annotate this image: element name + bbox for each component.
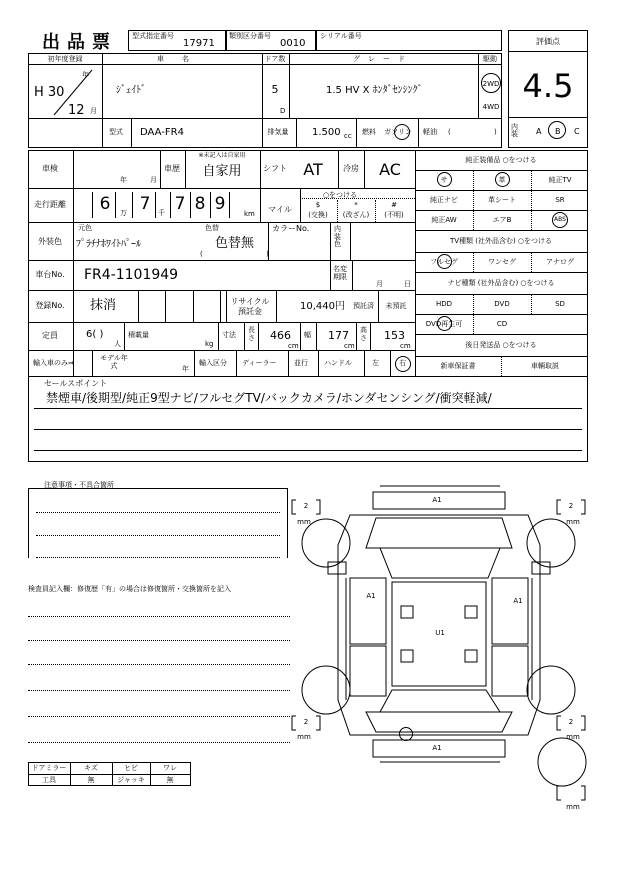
recycle-deposited: 預託済 bbox=[353, 302, 374, 310]
history-value: 自家用 bbox=[202, 164, 242, 179]
load-label: 積載量 bbox=[128, 331, 149, 339]
navi-cd: CD bbox=[496, 320, 508, 328]
recycle-not: 未預託 bbox=[385, 302, 407, 310]
length-value: 466 bbox=[270, 329, 291, 342]
parts-jack: ジャッキ bbox=[117, 776, 145, 784]
type-designation-label: 型式指定番号 bbox=[132, 32, 174, 40]
tv-title: TV種類 (社外品含む) ○をつける bbox=[449, 237, 553, 245]
private-note: ※未記入は自家用 bbox=[198, 152, 246, 159]
inspection-label: 車検 bbox=[42, 164, 58, 173]
fuel-gasoline: ガソリン bbox=[384, 128, 412, 136]
capacity-label: 定員 bbox=[42, 331, 58, 340]
first-reg-month: 12 bbox=[68, 103, 85, 118]
len-label: 長さ bbox=[248, 326, 255, 343]
tv-fullseg: フルセグ bbox=[430, 258, 458, 266]
later-warranty: 新車保証書 bbox=[440, 362, 476, 370]
tire-rr-mm: mm bbox=[566, 733, 580, 741]
color-paren: ( bbox=[200, 250, 203, 258]
recycle-label: リサイクル預託金 bbox=[230, 297, 270, 316]
parts-door-mirror: ドアミラー bbox=[31, 764, 67, 772]
mileage-digit-1: 6 bbox=[99, 194, 111, 214]
import-class-label: 輸入区分 bbox=[199, 359, 227, 367]
tire-fl-mm: mm bbox=[297, 518, 311, 526]
inspection-year-unit: 年 bbox=[120, 176, 127, 184]
fuel-label: 燃料 bbox=[362, 128, 376, 136]
inspector-label: 検査員記入欄：修復歴「有」の場合は修復箇所・交換箇所を記入 bbox=[28, 585, 231, 593]
first-reg-label: 初年度登録 bbox=[47, 55, 83, 63]
parts-tools-value: 無 bbox=[87, 776, 95, 784]
length-cm: cm bbox=[288, 342, 299, 350]
parts-scratch: キズ bbox=[84, 764, 98, 772]
displacement-unit: cc bbox=[344, 132, 352, 140]
sym-hash: # bbox=[391, 201, 397, 209]
mileage-digit-3: 7 bbox=[174, 194, 186, 214]
tire-rl-mm: mm bbox=[297, 733, 311, 741]
reg-no-label: 登録No. bbox=[35, 301, 65, 310]
color-change-label: 色替 bbox=[205, 224, 219, 232]
equip-sunroof: サ bbox=[440, 176, 448, 184]
chassis-label: 車台No. bbox=[35, 270, 65, 279]
handle-right: 右 bbox=[399, 359, 406, 367]
handle-label: ハンドル bbox=[324, 359, 352, 367]
equip-leather-seat: 革シート bbox=[488, 196, 516, 204]
sales-label: セールスポイント bbox=[44, 379, 108, 388]
interior-b: B bbox=[555, 127, 561, 136]
drive-4wd: 4WD bbox=[482, 103, 500, 111]
model-value: DAA-FR4 bbox=[140, 127, 184, 138]
tire-fr-value: 2 bbox=[568, 502, 574, 510]
reg-no-value: 抹消 bbox=[90, 298, 117, 313]
score-value: 4.5 bbox=[522, 67, 574, 105]
type-designation-value: 17971 bbox=[183, 38, 215, 49]
parts-crack: ヒビ bbox=[124, 764, 138, 772]
equip-abs: ABS bbox=[554, 216, 566, 223]
capacity-unit: 人 bbox=[114, 340, 121, 348]
sym-star: * bbox=[354, 201, 358, 209]
doors-value: 5 bbox=[271, 83, 279, 96]
category-label: 類別区分番号 bbox=[229, 32, 271, 40]
width-cm: cm bbox=[344, 342, 355, 350]
shift-value: AT bbox=[303, 160, 323, 179]
equip-sr: SR bbox=[555, 196, 565, 204]
navi-title: ナビ種類 (社外品含む) ○をつける bbox=[447, 279, 555, 287]
handle-left: 左 bbox=[372, 359, 379, 367]
first-reg-year-unit: 年 bbox=[82, 71, 89, 79]
form-title: 出品票 bbox=[42, 32, 117, 53]
height-label: 高さ bbox=[360, 326, 367, 343]
rear-damage-circle bbox=[399, 727, 413, 741]
parts-tools: 工具 bbox=[42, 776, 56, 784]
model-year-label: モデル年式 bbox=[100, 354, 128, 371]
width-value: 177 bbox=[328, 329, 349, 342]
score-label: 評価点 bbox=[536, 37, 560, 46]
drive-label: 駆動 bbox=[483, 55, 497, 63]
equip-genuine-aw: 純正AW bbox=[431, 216, 457, 224]
mileage-man: 万 bbox=[120, 209, 127, 217]
later-manual: 車輌取説 bbox=[531, 362, 559, 370]
mileage-digit-2: 7 bbox=[139, 194, 151, 214]
tire-rl-value: 2 bbox=[303, 718, 309, 726]
navi-sd: SD bbox=[555, 300, 565, 308]
parallel-label: 並行 bbox=[294, 359, 308, 367]
load-unit: kg bbox=[205, 340, 214, 348]
import-year-unit: 年 bbox=[182, 365, 189, 373]
grade-value: 1.5 HV X ﾎﾝﾀﾞｾﾝｼﾝｸﾞ bbox=[326, 85, 423, 96]
chassis-value: FR4-1101949 bbox=[84, 267, 179, 283]
fuel-paren-close: ) bbox=[494, 128, 497, 136]
interior-a: A bbox=[536, 127, 542, 136]
fuel-light-oil: 軽油 bbox=[423, 128, 437, 136]
equip-genuine-navi: 純正ナビ bbox=[430, 196, 458, 204]
name-change-day: 日 bbox=[404, 280, 411, 288]
parts-jack-value: 無 bbox=[166, 776, 174, 784]
orig-color-label: 元色 bbox=[78, 224, 92, 232]
import-label: 輸入車のみ⇒ bbox=[33, 359, 74, 367]
recycle-amount: 10,440円 bbox=[300, 301, 345, 312]
tire-spare-mm: mm bbox=[566, 803, 580, 811]
mileage-sen: 千 bbox=[158, 209, 165, 217]
mile-label: マイル bbox=[268, 205, 292, 214]
grade-label: グレード bbox=[353, 55, 413, 63]
first-reg-month-unit: 月 bbox=[90, 107, 97, 115]
displacement-value: 1.500 bbox=[312, 127, 341, 138]
category-value: 0010 bbox=[280, 38, 306, 49]
navi-dvd-play: DVD再生可 bbox=[425, 320, 463, 328]
parts-break: ワレ bbox=[163, 764, 177, 772]
serial-label: シリアル番号 bbox=[320, 32, 362, 40]
name-change-month: 月 bbox=[376, 280, 383, 288]
sales-text: 禁煙車/後期型/純正9型ナビ/フルセグTV/バックカメラ/ホンダセンシング/衝突軽減/ bbox=[46, 391, 492, 405]
name-change-label: 名変期限 bbox=[333, 265, 347, 282]
interior-c: C bbox=[574, 127, 580, 136]
height-value: 153 bbox=[384, 329, 405, 342]
exchange-label: (交換) bbox=[308, 211, 328, 219]
mark-right: A1 bbox=[513, 597, 523, 605]
car-name-label: 車名 bbox=[157, 55, 207, 63]
dim-label: 寸法 bbox=[222, 331, 236, 339]
color-value: ﾌﾟﾗﾁﾅﾎﾜｲﾄﾊﾟｰﾙ bbox=[76, 239, 141, 250]
shift-label: シフト bbox=[263, 164, 287, 173]
drive-2wd: 2WD bbox=[482, 80, 500, 88]
mark-front: A1 bbox=[432, 496, 442, 504]
interior-label: 内装 bbox=[511, 123, 518, 138]
mileage-label: 走行距離 bbox=[34, 200, 66, 209]
car-name: ｼﾞｪｲﾄﾞ bbox=[116, 85, 146, 96]
displacement-label: 排気量 bbox=[267, 128, 289, 136]
ac-value: AC bbox=[379, 160, 401, 179]
mark-rear: A1 bbox=[432, 744, 442, 752]
height-cm: cm bbox=[400, 342, 411, 350]
caution-label: 注意事項・不具合箇所 bbox=[44, 481, 114, 489]
equip-kawa: 革 bbox=[498, 176, 506, 184]
equip-airbag: エアB bbox=[492, 216, 512, 224]
doors-label: ドア数 bbox=[264, 55, 286, 63]
navi-hdd: HDD bbox=[435, 300, 453, 308]
fuel-paren-open: ( bbox=[448, 128, 451, 136]
color-paren-close: ) bbox=[266, 250, 269, 258]
mileage-digit-4: 8 bbox=[194, 194, 206, 214]
mileage-km: km bbox=[244, 210, 255, 218]
door-suffix: D bbox=[280, 107, 286, 115]
width-label: 幅 bbox=[304, 331, 311, 339]
interior-color-label: 内装色 bbox=[334, 225, 341, 249]
inspection-month-unit: 月 bbox=[150, 176, 157, 184]
sym-dollar: $ bbox=[315, 201, 321, 209]
mark-note: ○をつける bbox=[322, 191, 358, 199]
color-change-value: 色替無 bbox=[215, 236, 255, 251]
navi-dvd: DVD bbox=[494, 300, 510, 308]
history-label: 車歴 bbox=[164, 164, 180, 173]
dealer-label: ディーラー bbox=[242, 359, 277, 367]
tire-fr-mm: mm bbox=[566, 518, 580, 526]
ac-label: 冷房 bbox=[343, 164, 359, 173]
model-label: 型式 bbox=[109, 128, 123, 136]
equip-genuine-tv: 純正TV bbox=[548, 176, 572, 184]
mark-left: A1 bbox=[366, 592, 376, 600]
mark-roof: U1 bbox=[435, 629, 445, 637]
first-reg-year: H 30 bbox=[34, 85, 65, 100]
mileage-digit-5: 9 bbox=[214, 194, 226, 214]
tire-fl-value: 2 bbox=[303, 502, 309, 510]
tampered-label: (改ざん) bbox=[342, 211, 370, 219]
tv-analog: アナログ bbox=[546, 258, 574, 266]
tire-rr-value: 2 bbox=[568, 718, 574, 726]
color-label: 外装色 bbox=[38, 237, 62, 246]
unknown-label: (不明) bbox=[384, 211, 404, 219]
color-no-label: カラーNo. bbox=[272, 224, 310, 233]
equip-title: 純正装備品 ○をつける bbox=[465, 156, 537, 164]
capacity-value: 6( ) bbox=[86, 329, 104, 340]
later-title: 後日発送品 ○をつける bbox=[465, 341, 537, 349]
tv-oneseg: ワンセグ bbox=[488, 258, 516, 266]
